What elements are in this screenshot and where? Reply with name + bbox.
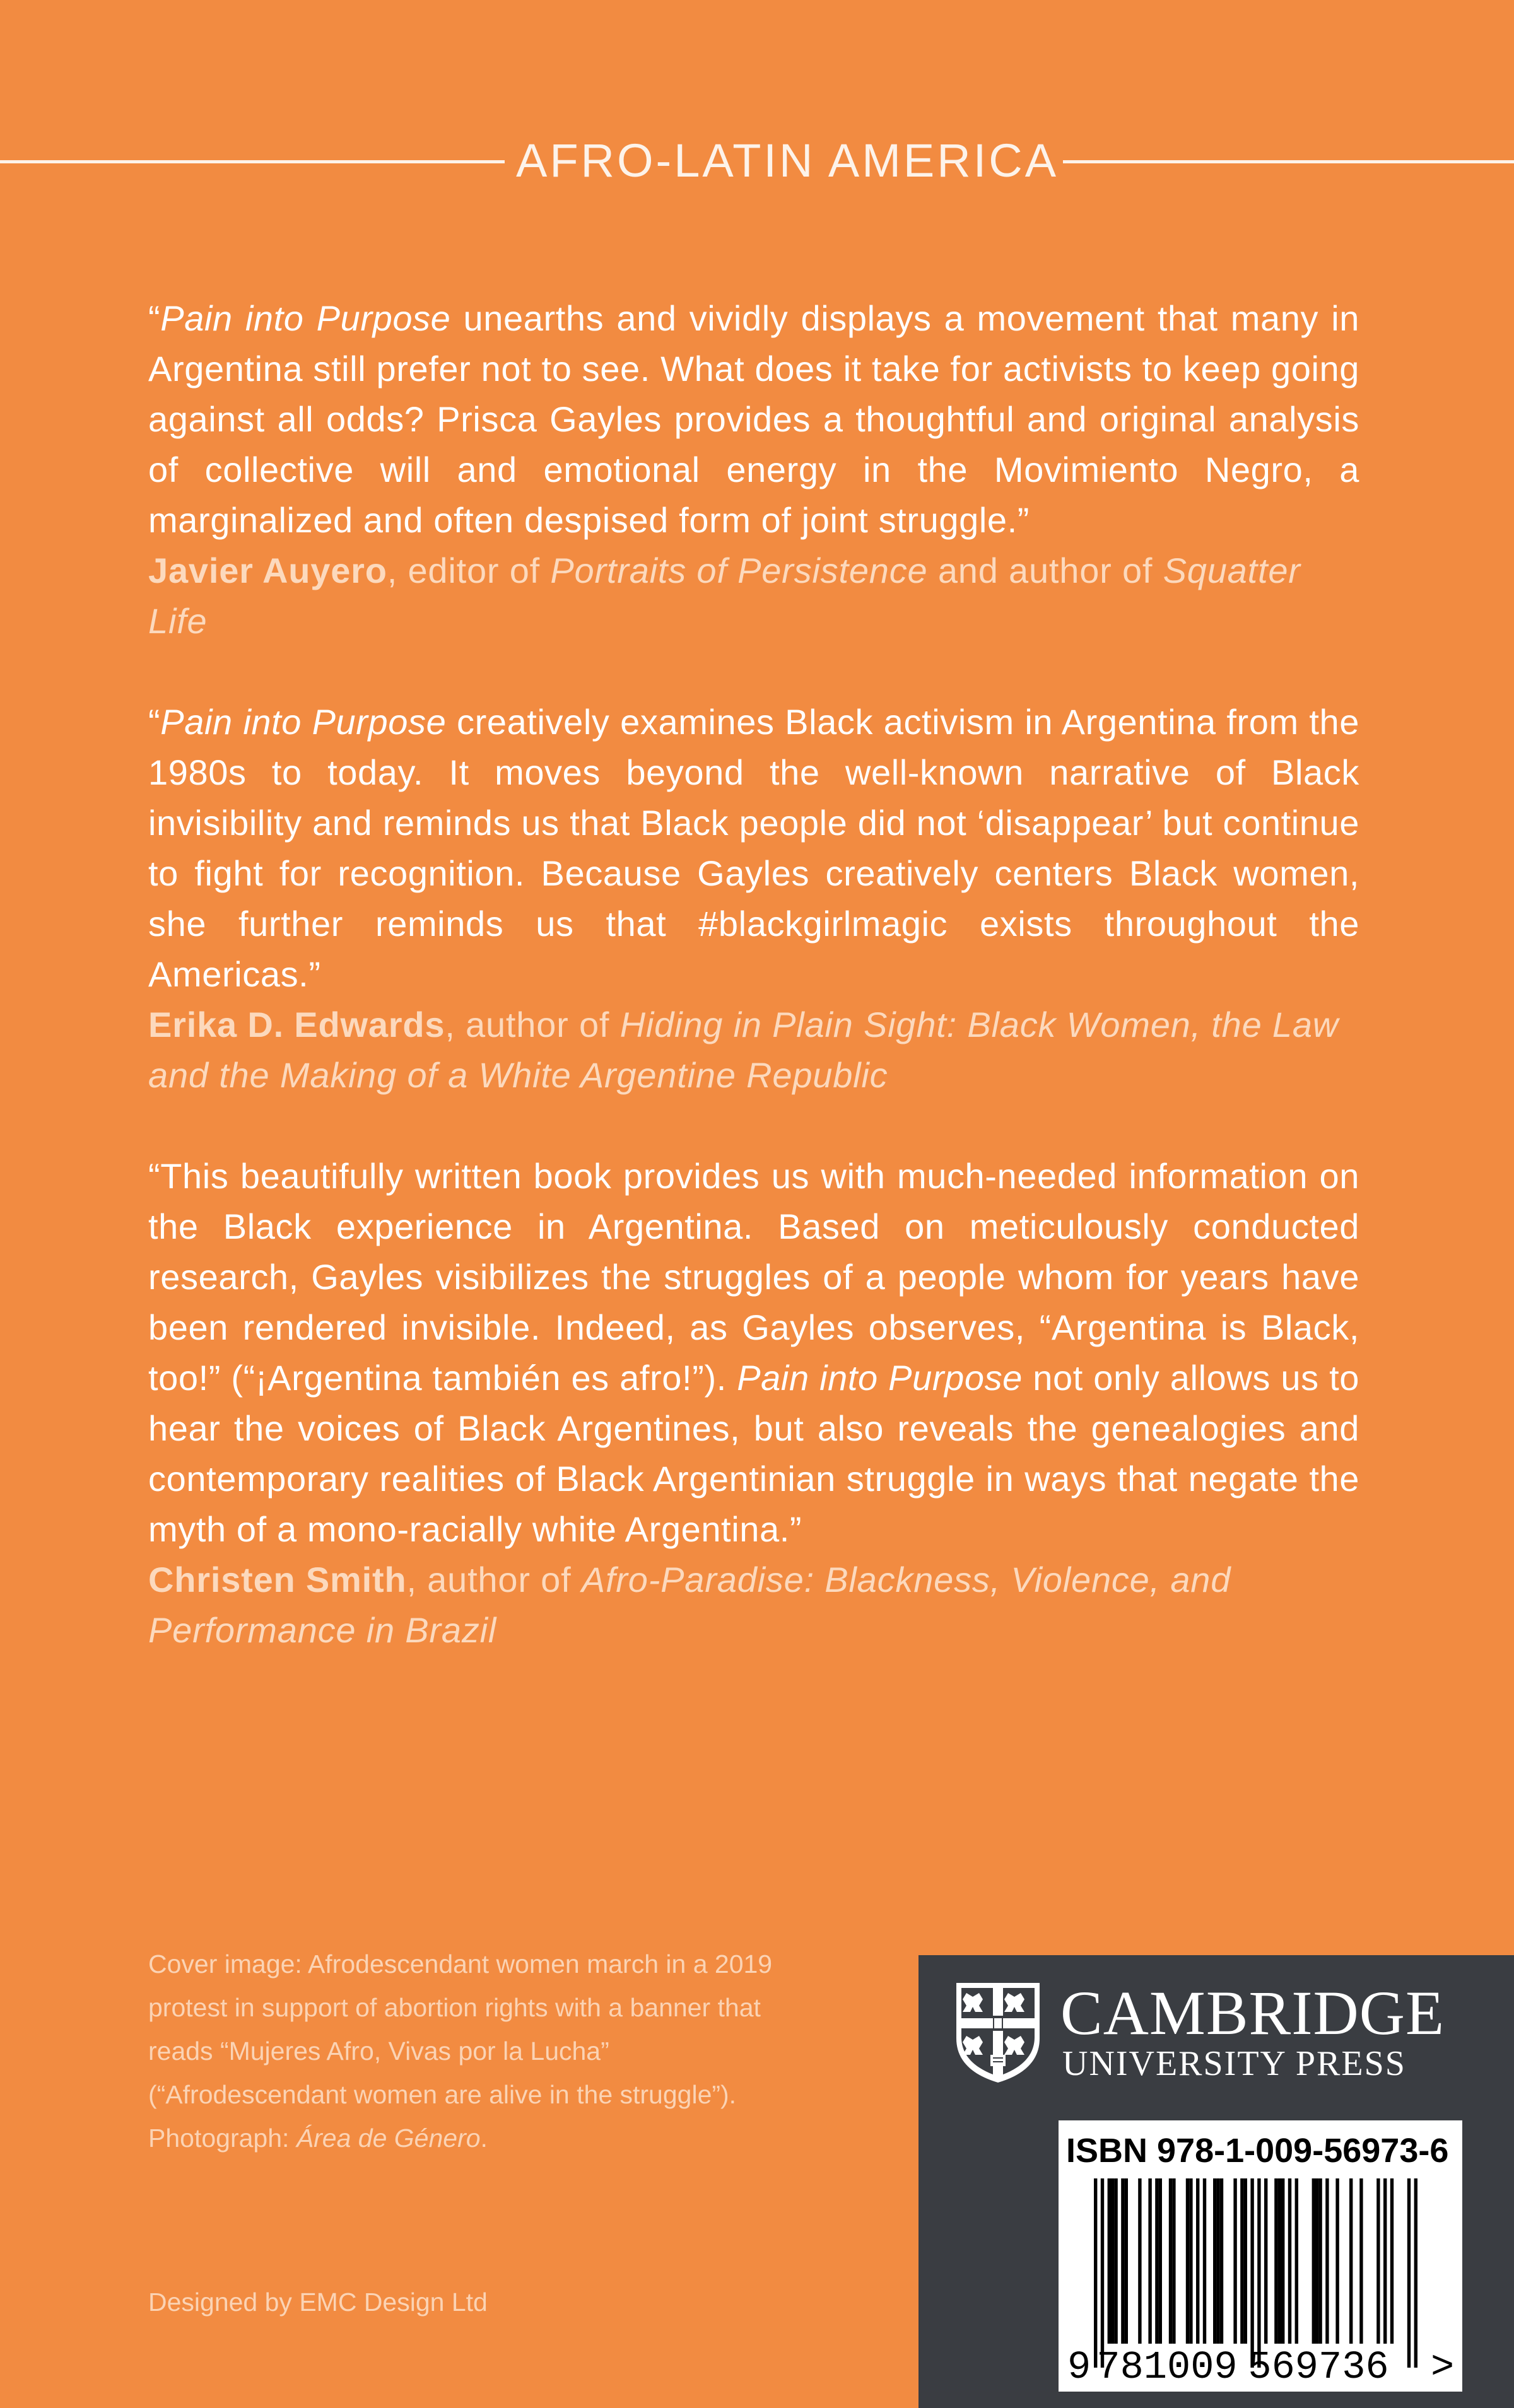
endorsement-author: Christen Smith [148, 1560, 407, 1599]
endorsement [148, 293, 1359, 646]
endorsement-author: Javier Auyero [148, 551, 387, 590]
barcode [1066, 2178, 1455, 2384]
publisher-name: CAMBRIDGE [1060, 1978, 1445, 2048]
endorsement [148, 1151, 1359, 1656]
endorsement-quote: “Pain into Purpose creatively examines Black activism in Argentina from the 1980s to today. It moves beyond the well-known narrative of Black invisibility and reminds us that Black people did not ‘disappear’ but continue to fight for recognition. Because Gayles creatively centers Black women, she further reminds us that #blackgirlmagic exists throughout the Americas.” [148, 702, 1359, 994]
barcode-bar [1376, 2178, 1380, 2344]
barcode-digits-left: 781009 [1096, 2345, 1238, 2384]
barcode-bar [1172, 2178, 1175, 2344]
barcode-bar [1159, 2178, 1162, 2344]
series-title: AFRO-LATIN AMERICA [516, 134, 1059, 187]
barcode-bar [1121, 2178, 1124, 2344]
barcode-bar [1125, 2178, 1128, 2344]
endorsement-attribution: Javier Auyero, editor of Portraits of Persistence and author of Squatter Life [148, 551, 1301, 641]
barcode-digits-right: 569736 [1248, 2345, 1389, 2384]
designer-credit: Designed by EMC Design Ltd [148, 2288, 488, 2317]
barcode-bar [1390, 2178, 1394, 2344]
endorsement-attribution: Christen Smith, author of Afro-Paradise: Blackness, Violence, and Performance in Brazil [148, 1560, 1231, 1650]
barcode-bar [1111, 2178, 1114, 2344]
barcode-bar [1257, 2178, 1260, 2368]
endorsement-quote: “This beautifully written book provides us with much-needed information on the Black experience in Argentina. Based on meticulously conducted research, Gayles visibilizes the struggles of a people whom for years have been rendered invisible. Indeed, as Gayles observes, “Argentina is Black, too!” (“¡Argentina también es afro!”). Pain into Purpose not only allows us to hear the voices of Black Argentines, but also reveals the genealogies and contemporary realities of Black Argentinian struggle in ways that negate the myth of a mono-racially white Argentina.” [148, 1156, 1359, 1549]
barcode-bar [1278, 2178, 1281, 2344]
barcode-bar [1240, 2178, 1243, 2344]
barcode-bar [1250, 2178, 1253, 2368]
barcode-bar [1264, 2178, 1267, 2344]
barcode-bar [1295, 2178, 1298, 2344]
barcode-bar [1335, 2178, 1339, 2344]
isbn-label: ISBN 978-1-009-56973-6 [1066, 2132, 1449, 2170]
endorsements [148, 293, 1359, 1706]
barcode-bar [1318, 2178, 1322, 2344]
barcode-bar [1244, 2178, 1247, 2344]
barcode-bar [1213, 2178, 1216, 2344]
endorsement-quote: “Pain into Purpose unearths and vividly displays a movement that many in Argentina still prefer not to see. What does it take for activists to keep going against all odds? Prisca Gayles provides a thoughtful and original analysis of collective will and emotional energy in the Movimiento Negro, a marginalized and often despised form of joint struggle.” [148, 298, 1359, 540]
barcode-bar [1216, 2178, 1219, 2344]
barcode-bar [1383, 2178, 1387, 2344]
barcode-bar [1186, 2178, 1189, 2344]
cover-credit: Cover image: Afrodescendant women march in a 2019 protest in support of abortion rights with a banner that reads “Mujeres Afro, Vivas por la Lucha” (“Afrodescendant women are alive in the struggle”). Photograph: Área de Género. [148, 1949, 773, 2153]
endorsement-author: Erika D. Edwards [148, 1005, 445, 1044]
barcode-bar [1094, 2178, 1097, 2368]
publisher-subtitle: UNIVERSITY PRESS [1062, 2044, 1406, 2083]
barcode-bar [1220, 2178, 1223, 2344]
barcode-bar [1359, 2178, 1363, 2344]
barcode-bar [1203, 2178, 1206, 2344]
barcode-bar [1148, 2178, 1151, 2344]
barcode-bar [1189, 2178, 1192, 2344]
barcode-bar [1274, 2178, 1277, 2344]
barcode-bar [1138, 2178, 1141, 2344]
barcode-bar [1233, 2178, 1236, 2344]
barcode-bar [1325, 2178, 1329, 2344]
barcode-bar [1169, 2178, 1172, 2344]
barcode-bar [1101, 2178, 1104, 2368]
series-header [0, 129, 1514, 192]
endorsement-attribution: Erika D. Edwards, author of Hiding in Plain Sight: Black Women, the Law and the Making of a White Argentine Republic [148, 1005, 1339, 1095]
barcode-bar [1414, 2178, 1417, 2368]
series-rule-left [0, 160, 505, 163]
cambridge-crest-icon [954, 1980, 1042, 2085]
barcode-bar [1315, 2178, 1318, 2344]
barcode-bar [1155, 2178, 1158, 2344]
barcode-bar [1312, 2178, 1315, 2344]
barcode-digit-lead: 9 [1067, 2345, 1091, 2384]
isbn-barcode-box [1059, 2120, 1462, 2392]
barcode-bar [1114, 2178, 1117, 2344]
series-rule-right [1063, 160, 1514, 163]
barcode-bar [1281, 2178, 1284, 2344]
barcode-bar [1196, 2178, 1199, 2344]
barcode-bar [1407, 2178, 1411, 2368]
barcode-bar [1349, 2178, 1353, 2344]
barcode-bar [1288, 2178, 1291, 2344]
publisher-panel [918, 1955, 1514, 2408]
endorsement [148, 697, 1359, 1101]
barcode-quiet-mark: > [1431, 2345, 1455, 2384]
barcode-bar [1108, 2178, 1111, 2344]
